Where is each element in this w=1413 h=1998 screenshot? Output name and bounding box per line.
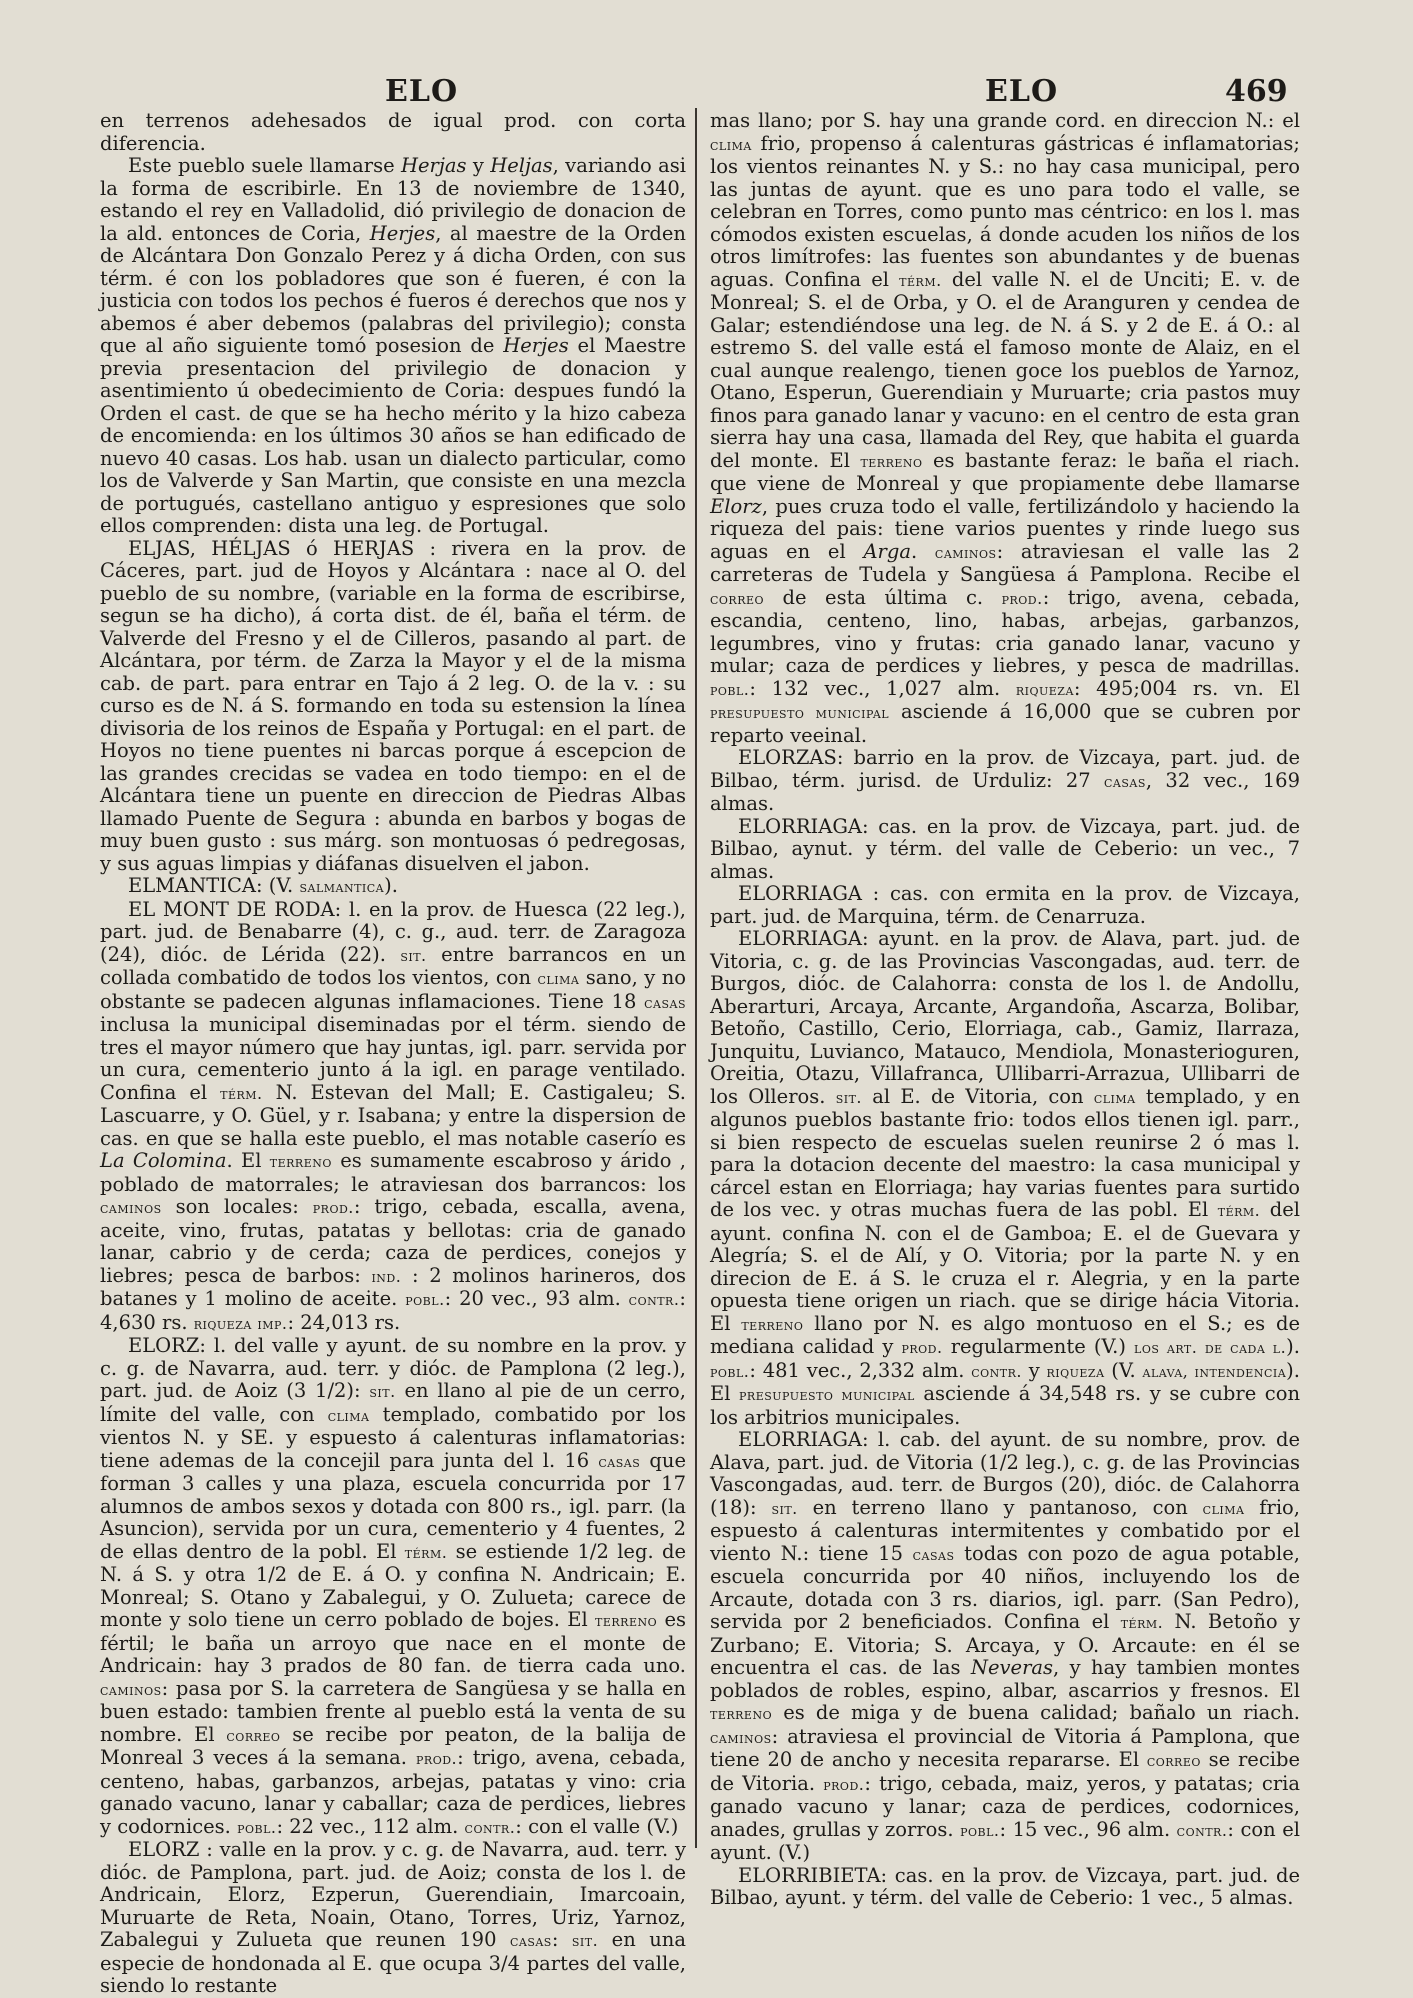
small-caps-text: salmantica <box>299 877 385 896</box>
text-run: el Maestre previa presentacion del privilegio de donacion y asentimiento ú obedecimiento de Coria: despues fundó la Orden el cast. de que se ha hecho mérito y la hizo cabeza de encomienda: en los últimos 30 años se han edificado de nuevo 40 casas. Los hab. usan un dialecto particular, como los de Valverde y San Martin, que consiste en una mezcla de portugués, castellano antiguo y espresiones que solo ellos comprenden: dista una leg. de Portugal. <box>100 334 686 537</box>
text-run: regularmente (V.) <box>942 1335 1135 1358</box>
text-run: N. Betoño y Zurbano; E. Vitoria; S. Arcaya, y O. Arcaute: en él se encuentra el cas. de las <box>710 1610 1300 1679</box>
text-run: es sumamente escabroso y árido , poblado de matorrales; le atraviesan dos barrancos: los <box>100 1149 686 1196</box>
small-caps-text: pobl. <box>710 1361 750 1381</box>
text-run: entre barrancos en un collada combatido de todos los vientos, con <box>100 942 686 989</box>
text-run: : <box>551 1928 572 1951</box>
text-run: todas con pozo de agua potable, escuela concurrida por 40 niños, incluyendo los de Arcaute, dotada con 3 rs. diarios, igl. parr. (San Pedro), servida por 2 beneficiados. Confina el <box>710 1541 1300 1633</box>
text-run: ELORRIAGA: cas. en la prov. de Vizcaya, part. jud. de Bilbao, aynut. y térm. del valle de Ceberio: un vec., 7 almas. <box>710 814 1300 883</box>
text-run: es bastante feraz: le baña el riach. que viene de Monreal y que propiamente debe llamarse <box>710 448 1300 495</box>
text-run: ELMANTICA: (V. <box>128 874 300 897</box>
small-caps-text: presupuesto municipal <box>710 703 890 722</box>
text-run: : pasa por S. la carretera de Sangüesa y se halla en buen estado: tambien frente al pueblo está la venta de su nombre. El <box>100 1676 686 1746</box>
text-run: en una especie de hondonada al E. que ocupa 3/4 partes del valle, siendo lo restante <box>100 1928 686 1997</box>
entry-paragraph <box>710 1429 1300 1865</box>
text-run: . El <box>226 1149 270 1172</box>
small-caps-text: sit. <box>771 1498 798 1518</box>
small-caps-text: casas <box>598 1451 641 1471</box>
text-run: en terrenos adehesados de igual prod. con corta diferencia. <box>100 109 686 155</box>
small-caps-text: prod. <box>823 1774 865 1794</box>
small-caps-text: caminos <box>100 1679 162 1699</box>
text-run: : 24,013 rs. <box>287 1310 401 1334</box>
text-run: es fértil; le baña un arroyo que nace en el monte de Andricain: hay 3 prados de 80 fan. de tierra cada uno. <box>100 1608 686 1677</box>
text-run: ). <box>1286 1335 1300 1358</box>
small-caps-text: terreno <box>595 1611 658 1630</box>
entry-paragraph <box>710 928 1300 1429</box>
page-number: 469 <box>1225 74 1288 109</box>
entry-paragraph <box>100 538 686 876</box>
small-caps-text: casas <box>912 1544 955 1564</box>
small-caps-text: correo <box>710 588 765 608</box>
small-caps-text: contr. <box>971 1361 1022 1381</box>
italic-text: Elorz <box>710 494 762 518</box>
text-run: es de miga y de buena calidad; bañalo un riach. <box>772 1701 1300 1724</box>
text-run: que forman 3 calles y una plaza, escuela concurrida por 17 alumnos de ambos sexos y dotada con 800 rs., igl. parr. (la Asuncion), servida por un cura, cementerio y 4 fuentes, 2 de ellas dentro de la pobl. El <box>100 1448 686 1563</box>
text-run: asciende á 16,000 que se cubren por reparto veeinal. <box>710 700 1300 747</box>
text-run: llano por N. es algo montuoso en el S.; es de mediana calidad y <box>710 1311 1300 1358</box>
small-caps-text: correo <box>1146 1751 1201 1770</box>
small-caps-text: prod. <box>312 1198 354 1217</box>
text-run: frio, espuesto á calenturas intermitentes y combatido por el viento N.: tiene 15 <box>710 1495 1300 1565</box>
italic-text: Arga <box>863 539 911 563</box>
text-run: ELORZ: l. del valle y ayunt. de su nombre en la prov. y c. g. de Navarra, aud. terr. y dióc. de Pamplona (2 leg.), part. jud. de Aoiz (3 1/2): <box>100 1334 686 1402</box>
text-run: frio, propenso á calenturas gástricas é inflamatorias; los vientos reinantes N. y S.: no hay casa municipal, pero las juntas de ayunt. que es uno para todo el valle, se celebran en Torres, como punto mas céntrico: en los l. mas cómodos existen escuelas, á donde acuden los niños de los otros limítrofes: las fuentes son abundantes y de buenas aguas. Confina el <box>710 131 1300 291</box>
entry-paragraph <box>710 747 1300 816</box>
entry-paragraph <box>710 883 1300 928</box>
text-run: : 481 vec., 2,332 alm. <box>749 1358 972 1382</box>
text-run: en terreno llano y pantanoso, con <box>797 1495 1203 1519</box>
small-caps-text: térm. <box>404 1542 448 1562</box>
text-run: : 22 vec., 112 alm. <box>276 1814 465 1838</box>
small-caps-text: prod. <box>1001 588 1043 608</box>
small-caps-text: terreno <box>741 1314 804 1334</box>
small-caps-text: contr. <box>628 1290 680 1309</box>
entry-paragraph <box>710 110 1300 747</box>
text-run: se estiende 1/2 leg. de N. á S. y otra 1/2 de E. á O. y confina N. Andricain; E. Monreal; S. Otano y Zabalegui, y O. Zulueta; carece de monte y solo tiene un cerro poblado de bojes. El <box>100 1539 686 1631</box>
text-run: en llano al pie de un cerro, límite del valle, con <box>100 1379 686 1426</box>
small-caps-text: riqueza <box>1046 1361 1105 1381</box>
text-run: y <box>466 154 491 177</box>
small-caps-text: prod. <box>416 1749 458 1768</box>
text-run: , variando asi la forma de escribirle. En 13 de noviembre de 1340, estando el rey en Valladolid, dió privilegio de donacion de la ald. entonces de Coria, <box>100 154 686 245</box>
small-caps-text: pobl. <box>405 1290 445 1309</box>
small-caps-text: clima <box>710 134 752 154</box>
entry-paragraph <box>100 1335 686 1839</box>
small-caps-text: correo <box>226 1725 281 1745</box>
small-caps-text: terreno <box>860 451 923 471</box>
text-run: ELORRIBIETA: cas. en la prov. de Vizcaya, part. jud. de Bilbao, ayunt. y térm. del valle de Ceberio: 1 vec., 5 almas. <box>710 1863 1300 1909</box>
text-run: ). El <box>710 1358 1300 1405</box>
text-run: Este pueblo suele llamarse <box>128 154 401 177</box>
text-run: ELORRIAGA : cas. con ermita en la prov. de Vizcaya, part. jud. de Marquina, térm. de Cenarruza. <box>710 882 1300 928</box>
text-run: y <box>1021 1358 1047 1382</box>
text-run: ELORZ : valle en la prov. y c. g. de Navarra, aud. terr. y dióc. de Pamplona, part. jud. de Aoiz; consta de los l. de Andricain, Elorz, Ezperun, Guerendiain, Imarcoain, Muruarte de Reta, Noain, Otano, Torres, Uriz, Yarnoz, Zabalegui y Zulueta que reunen 190 <box>100 1838 686 1951</box>
text-run: : trigo, cebada, escalla, avena, aceite, vino, frutas, patatas y bellotas: cria de ganado lanar, cabrio y de cerda; caza de perdices, conejos y liebres; pesca de barbos: <box>100 1195 686 1287</box>
entry-paragraph <box>100 1839 686 1998</box>
text-run: sano, y no obstante se padecen algunas inflamaciones. Tiene 18 <box>100 966 686 1013</box>
text-run: ELJAS, HÉLJAS ó HERJAS : rivera en la prov. de Cáceres, part. jud de Hoyos y Alcántara : nace al O. del pueblo de su nombre, (variable en la forma de escribirse, segun se ha dicho), á corta dist. de él, baña el térm. de Valverde del Fresno y el de Cilleros, pasando al part. de Alcántara, por térm. de Zarza la Mayor y el de la misma cab. de part. para entrar en Tajo á 2 leg. O. de la v. : su curso es de N. á S. formando en toda su estension la línea divisoria de los reinos de España y Portugal: en el part. de Hoyos no tiene puentes ni barcas porque á escepcion de las grandes crecidas se vadea en todo tiempo: en el de Alcántara tiene un puente en direccion de Piedras Albas llamado Puente de Segura : abunda en barbos y bogas de muy buen gusto : sus márg. son montuosas ó pedregosas, y sus aguas limpias y diáfanas disuelven el jabon. <box>100 536 686 875</box>
small-caps-text: prod. <box>901 1338 943 1357</box>
italic-text: Herjas <box>400 154 467 177</box>
text-run: del valle N. el de Unciti; E. v. de Monreal; S. el de Orba, y O. el de Aranguren y cendea de Galar; estendiéndose una leg. de N. á S. y 2 de E. á O.: al estremo S. del valle está el famoso monte de Alaiz, en el cual aunque realengo, tienen goce los pueblos de Yarnoz, Otano, Esperun, Guerendiain y Muruarte; cria pastos muy finos para ganado lanar y vacuno: en el centro de esta gran sierra hay una casa, llamada del Rey, que habita el guarda del monte. El <box>710 267 1300 472</box>
text-run: : atraviesan el valle las 2 carreteras de Tudela y Sangüesa á Pamplona. Recibe el <box>710 539 1300 586</box>
small-caps-text: ind. <box>371 1266 402 1286</box>
entry-paragraph <box>100 875 686 899</box>
text-run: mas llano; por S. hay una grande cord. en direccion N.: el <box>710 109 1300 132</box>
small-caps-text: sit. <box>400 945 427 965</box>
column-divider <box>695 108 697 1848</box>
text-run: se recibe por peaton, de la balija de Monreal 3 veces á la semana. <box>100 1722 687 1769</box>
text-run: ELORRIAGA: l. cab. del ayunt. de su nombre, prov. de Alava, part. jud. de Vitoria (1/2 leg.), c. g. de las Provincias Vascongadas, aud. terr. de Burgos (20), dióc. de Calahorra (18): <box>710 1428 1300 1519</box>
entry-paragraph <box>100 899 686 1336</box>
text-run: : 495;004 rs. vn. El <box>1073 676 1300 700</box>
small-caps-text: pobl. <box>237 1817 277 1837</box>
small-caps-text: sit. <box>835 1087 863 1107</box>
text-run: . <box>910 539 935 563</box>
text-run: : trigo, avena, cebada, escandia, centeno, lino, habas, arbejas, garbanzos, legumbres, vino y frutas: cria ganado lanar, vacuno y mular; caza de perdices y liebres, y pesca de madrillas. <box>710 585 1300 677</box>
small-caps-text: térm. <box>1217 1201 1261 1220</box>
small-caps-text: pobl. <box>960 1820 1000 1840</box>
text-run: ). <box>384 874 398 897</box>
text-run: , pues cruza todo el valle, fertilizándolo y haciendo la riqueza del pais: tiene varios puentes y rinde luego sus aguas en el <box>710 494 1300 563</box>
entry-paragraph <box>710 816 1300 884</box>
italic-text: Neveras <box>970 1656 1054 1679</box>
text-run: : 2 molinos harineros, dos batanes y 1 molino de aceite. <box>100 1263 686 1310</box>
small-caps-text: los art. de cada l. <box>1134 1338 1287 1357</box>
text-run: , al maestre de la Orden de Alcántara Don Gonzalo Perez y á dicha Orden, con sus térm. é con los pobladores que son é fueren, é con la justicia con todos los pechos é fueros é derechos que nos y abemos é aber debemos (palabras del privilegio); consta que al año siguiente tomó posesion de <box>100 221 686 357</box>
entry-paragraph <box>100 155 686 538</box>
text-run: se recibe de Vitoria. <box>710 1748 1300 1795</box>
text-run: EL MONT DE RODA: l. en la prov. de Huesca (22 leg.), part. jud. de Benabarre (4), c. g., aud. terr. de Zaragoza (24), dióc. de Lérida (22). <box>100 897 686 966</box>
small-caps-text: caminos <box>710 1727 772 1747</box>
text-run: del ayunt. confina N. con el de Gamboa; E. el de Guevara y Alegría; S. el de Alí, y O. Vitoria; por la parte N. y en direcion de E. á S. le cruza el r. Alegria, y en la parte opuesta tiene origen un riach. que se dirige hácia Vitoria. El <box>710 1198 1300 1335</box>
small-caps-text: alava, intendencia <box>1142 1361 1287 1381</box>
small-caps-text: contr. <box>464 1817 516 1837</box>
small-caps-text: pobl. <box>710 679 750 699</box>
italic-text: Heljas <box>490 154 553 177</box>
text-run: ELORRIAGA: ayunt. en la prov. de Alava, part. jud. de Vitoria, c. g. de las Provincias Vascongadas, aud. terr. de Burgos, dióc. de Calahorra: consta de los l. de Andollu, Aberarturi, Arcaya, Arcante, Argandoña, Ascarza, Bolibar, Betoño, Castillo, Cerio, Elorriaga, cab., Gamiz, Ilarraza, Junquitu, Luvianco, Matauco, Mendiola, Monasterioguren, Oreitia, Otazu, Villafranca, Ullibarri-Arrazua, Ullibarri de los Olleros. <box>710 927 1300 1108</box>
text-run: : con el valle (V.) <box>515 1814 679 1838</box>
small-caps-text: riqueza <box>1015 679 1074 699</box>
text-run: : 20 vec., 93 alm. <box>444 1287 629 1310</box>
text-run: templado, y en algunos pueblos bastante frio: todos ellos tienen igl. parr., si bien respecto de escuelas suelen reunirse 2 ó mas l. para la dotacion decente del maestro: la casa municipal y cárcel estan en Elorriaga; hay varias fuentes para surtido de los vec. y otras muchas fuera de las pobl. El <box>710 1084 1301 1221</box>
small-caps-text: clima <box>1093 1087 1136 1107</box>
small-caps-text: riqueza imp. <box>193 1313 288 1333</box>
small-caps-text: casas <box>509 1931 552 1950</box>
text-run: son locales: <box>161 1195 313 1218</box>
entry-paragraph <box>100 110 686 155</box>
small-caps-text: caminos <box>934 542 997 562</box>
small-caps-text: casas <box>1104 771 1146 791</box>
small-caps-text: terreno <box>710 1704 773 1723</box>
small-caps-text: contr. <box>1176 1820 1228 1840</box>
text-run: inclusa la municipal diseminadas por el térm. siendo de tres el mayor número que hay juntas, igl. parr. servida por un cura, cementerio junto á la igl. en parage ventilado. Confina el <box>100 1013 686 1104</box>
small-caps-text: clima <box>1202 1498 1245 1518</box>
small-caps-text: sit. <box>369 1382 396 1401</box>
text-run: : trigo, cebada, maiz, yeros, y patatas; cria ganado vacuno y lanar; caza de perdices, codornices, anades, grullas y zorros. <box>710 1771 1301 1841</box>
right-column <box>710 110 1300 1910</box>
text-run: : 4,630 rs. <box>100 1287 686 1334</box>
text-run: ELORZAS: barrio en la prov. de Vizcaya, part. jud. de Bilbao, térm. jurisd. de Urduliz: 27 <box>710 746 1300 792</box>
text-run: de esta última c. <box>764 585 1002 609</box>
small-caps-text: térm. <box>899 270 942 290</box>
text-run: (V. <box>1104 1358 1143 1382</box>
text-run: asciende á 34,548 rs. y se cubre con los arbitrios municipales. <box>710 1382 1300 1429</box>
text-run: N. Estevan del Mall; E. Castigaleu; S. Lascuarre, y O. Güel, y r. Isabana; y entre la dispersion de cas. en que se halla este pueblo, el mas notable caserío es <box>100 1080 686 1150</box>
entry-paragraph <box>710 1865 1300 1910</box>
small-caps-text: terreno <box>269 1152 332 1171</box>
small-caps-text: térm. <box>220 1083 263 1103</box>
running-header-left: ELO <box>385 74 459 109</box>
small-caps-text: caminos <box>100 1198 162 1217</box>
text-run: : trigo, avena, cebada, centeno, habas, garbanzos, arbejas, patatas y vino: cria ganado vacuno, lanar y caballar; caza de perdices, liebres y codornices. <box>100 1746 686 1838</box>
italic-text: Herjes <box>503 334 569 357</box>
italic-text: La Colomina <box>100 1149 227 1172</box>
text-run: : 15 vec., 96 alm. <box>999 1817 1177 1841</box>
left-column <box>100 109 687 1997</box>
small-caps-text: clima <box>537 969 580 988</box>
text-run: , y hay tambien montes poblados de robles, espino, albar, ascarrios y fresnos. El <box>710 1656 1301 1702</box>
running-header-right: ELO <box>985 74 1059 109</box>
text-run: al E. de Vitoria, con <box>862 1084 1094 1108</box>
small-caps-text: casas <box>644 992 686 1012</box>
text-run: , 32 vec., 169 almas. <box>710 768 1300 815</box>
italic-text: Herjes <box>369 221 436 245</box>
small-caps-text: sit. <box>571 1931 599 1950</box>
small-caps-text: clima <box>327 1405 370 1425</box>
text-run: : 132 vec., 1,027 alm. <box>749 676 1016 700</box>
small-caps-text: presupuesto municipal <box>739 1385 915 1404</box>
text-run: : atraviesa el provincial de Vitoria á Pamplona, que tiene 20 de ancho y necesita repararse. El <box>710 1724 1300 1771</box>
text-run: : con el ayunt. (V.) <box>710 1817 1300 1864</box>
text-run: templado, combatido por los vientos N. y SE. y espuesto á calenturas inflamatorias: tiene ademas de la concejil para junta del l. 16 <box>100 1402 686 1472</box>
small-caps-text: térm. <box>1120 1613 1164 1632</box>
